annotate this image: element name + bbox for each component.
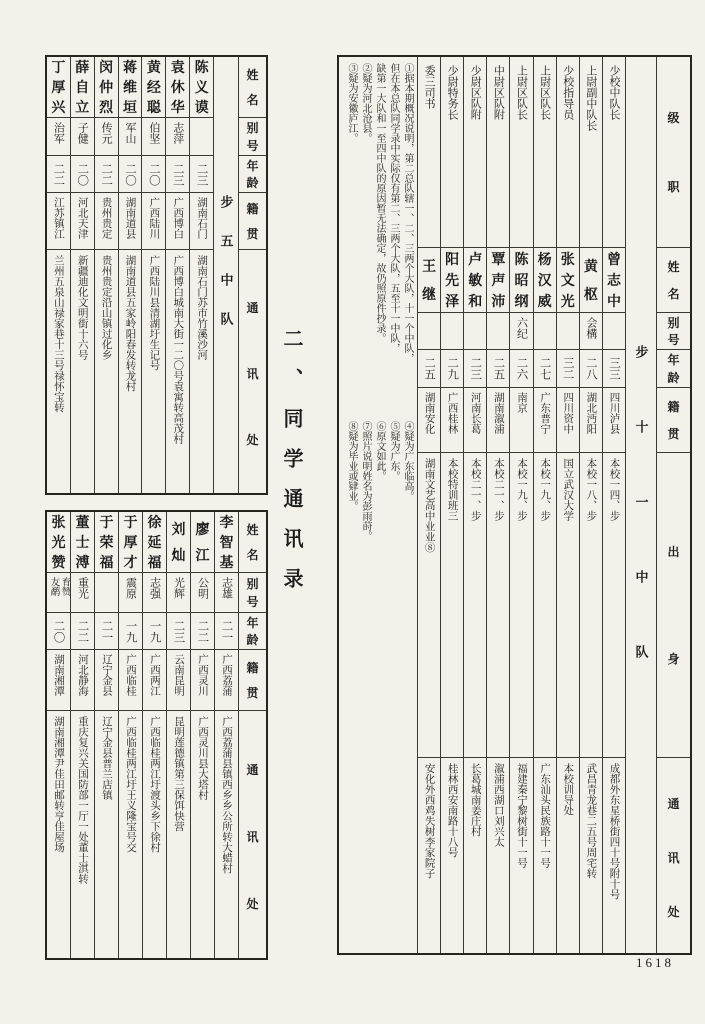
entry-column (417, 57, 440, 953)
origin-cell: 河北静海 (71, 649, 94, 710)
address-cell: 湖南道县五家岭阳春发转龙村 (119, 249, 142, 497)
entry-column (579, 57, 602, 953)
address-cell: 溆浦西湖口刘兴太 (487, 757, 509, 957)
header-cell: 通 讯 处 (239, 710, 266, 962)
background-cell: 国立武汉大学 (557, 452, 579, 757)
address-cell: 湖南石门苏市竹溪沙河 (190, 249, 213, 497)
alias-cell: 伯坚 (142, 117, 165, 155)
age-cell: 三三 (603, 349, 625, 387)
origin-cell: 广西临桂 (119, 649, 142, 710)
header-cell: 别 号 (239, 572, 266, 612)
rank-cell: 少校中队长 (607, 65, 620, 120)
entry-column (533, 57, 556, 953)
name-cell: 徐 延 福 (147, 516, 162, 571)
name-cell: 阳 先 泽 (441, 247, 463, 312)
notes-bottom-block (341, 421, 414, 621)
age-cell: 二三 (167, 612, 190, 649)
name-cell: 陈 昭 纲 (510, 247, 532, 312)
address-cell: 安化外西鸡失树李家院子 (418, 757, 440, 957)
origin-cell: 湖南安化 (418, 387, 440, 452)
notes-top-block (341, 63, 414, 415)
squad5-continued-table (45, 510, 268, 960)
header-cell: 籍 贯 (239, 649, 266, 710)
name-cell: 袁 休 华 (170, 61, 185, 116)
address-cell: 桂林西安南路十八号 (441, 757, 463, 957)
entry-column (141, 57, 165, 493)
unit-column (213, 57, 238, 493)
age-cell: 二二 (95, 155, 118, 192)
origin-cell: 广西两江 (143, 649, 166, 710)
header-column (656, 57, 690, 953)
alias-cell (418, 312, 440, 349)
address-cell: 广西陆川县清湖圩生记号 (142, 249, 165, 497)
squad5-table (45, 55, 268, 495)
alias-cell: 会構 (580, 312, 602, 349)
entry-column (142, 512, 166, 958)
origin-cell: 湖南湘潭 (47, 649, 70, 710)
age-cell: 二七 (534, 349, 556, 387)
name-cell: 董 士 溥 (75, 516, 90, 571)
entry-column (70, 57, 94, 493)
age-cell: 二二 (71, 612, 94, 649)
age-cell: 二〇 (47, 612, 70, 649)
note-line: ⑦照片说明姓名为彭雨莳。 (360, 421, 372, 541)
address-cell: 福建秦宁黎树街十一号 (510, 757, 532, 957)
address-cell: 广西博白城南大街一二〇号袁寓转高茂村 (166, 249, 189, 497)
rank-cell: 少尉特务长 (446, 65, 459, 120)
alias-cell (464, 312, 486, 349)
name-cell: 张 光 赞 (51, 516, 66, 571)
name-cell: 廖 江 (195, 522, 210, 565)
age-cell: 二八 (580, 349, 602, 387)
note-line: 缺第一大队和一至四中队的原因暂无法确定，故仍照原件抄录。 (374, 63, 386, 343)
age-cell: 二六 (510, 349, 532, 387)
note-line: ④疑为广东临高。 (402, 421, 414, 501)
age-cell: 二〇 (142, 155, 165, 192)
origin-cell: 湖南道县 (119, 192, 142, 249)
address-cell: 本校训导处 (557, 757, 579, 957)
notes-cell (339, 57, 417, 953)
header-column (238, 512, 266, 958)
alias-cell: 六纪 (510, 312, 532, 349)
name-cell: 薛 自 立 (75, 61, 90, 116)
rank-cell: 少尉区队附 (469, 65, 482, 120)
alias-cell: 志雄 (215, 572, 238, 612)
alias-cell: 震原 (119, 572, 142, 612)
alias-cell: 子健 (71, 117, 94, 155)
address-cell: 广西灵川县大塔村 (191, 710, 214, 962)
name-cell: 张 文 光 (557, 247, 579, 312)
header-cell: 籍 贯 (657, 387, 690, 452)
name-cell: 闵 仲 烈 (99, 61, 114, 116)
origin-cell: 贵州贵定 (95, 192, 118, 249)
alias-cell (441, 312, 463, 349)
origin-cell: 广西陆川 (142, 192, 165, 249)
address-cell: 广东汕头民族路十一号 (534, 757, 556, 957)
address-cell: 重庆复兴关国防部一厅一处董士淇转 (71, 710, 94, 962)
name-cell: 卢 敏 和 (464, 247, 486, 312)
entry-column (94, 57, 118, 493)
background-cell: 本校一九、步 (510, 452, 532, 757)
header-cell: 别 号 (657, 312, 690, 349)
address-cell: 广西临桂两江圩渡头乡下徐村 (143, 710, 166, 962)
squad11-table (337, 55, 692, 955)
note-line: ⑤疑为广东。 (388, 421, 400, 481)
background-cell: 本校一八、步 (580, 452, 602, 757)
note-line: ③疑为安徽庐江。 (346, 63, 358, 143)
origin-cell: 河南长葛 (464, 387, 486, 452)
name-cell: 黄 枢 (580, 247, 602, 312)
age-cell: 二五 (487, 349, 509, 387)
header-cell: 通 讯 处 (239, 249, 266, 497)
age-cell: 二三 (190, 155, 213, 192)
entry-column (47, 512, 70, 958)
entry-column (165, 57, 189, 493)
header-cell: 级 职 (667, 111, 680, 194)
note-line: ⑥原文如此。 (374, 421, 386, 481)
entry-column (118, 57, 142, 493)
address-cell: 成都外东星桥街四十号附十号 (603, 757, 625, 957)
name-cell: 于 厚 才 (123, 516, 138, 571)
note-line: ①据本期概况说明，第二总队辖一、二、三两个大队，十一个中队， (402, 63, 414, 363)
alias-cell (190, 117, 213, 155)
alias-cell: 治军 (47, 117, 70, 155)
entry-column (47, 57, 70, 493)
note-line: ②疑为河北沧县。 (360, 63, 372, 143)
origin-cell: 辽宁金县 (95, 649, 118, 710)
unit-column (625, 57, 656, 953)
entry-column (94, 512, 118, 958)
header-cell: 姓 名 (246, 67, 259, 108)
age-cell: 一九 (143, 612, 166, 649)
entry-column (189, 57, 213, 493)
age-cell: 二一 (215, 612, 238, 649)
alias-cell (487, 312, 509, 349)
background-cell: 本校二一、步 (464, 452, 486, 757)
name-cell: 刘 灿 (171, 522, 186, 565)
header-cell: 出 身 (657, 452, 690, 757)
origin-cell: 广东普宁 (534, 387, 556, 452)
address-cell: 湖南湘潭尹佳田邮转亨佳屋场 (47, 710, 70, 962)
alias-cell (603, 312, 625, 349)
header-cell: 年 龄 (657, 349, 690, 387)
alias-cell (95, 572, 118, 612)
age-cell: 二二 (47, 155, 70, 192)
unit-label: 步十一中队 (633, 345, 649, 720)
alias-cell: 重光 (71, 572, 94, 612)
header-cell: 姓 名 (657, 247, 690, 312)
background-cell: 本校二一、步 (487, 452, 509, 757)
alias-cell (557, 312, 579, 349)
age-cell: 二一 (95, 612, 118, 649)
name-cell: 陈 义 谟 (194, 61, 209, 116)
rank-cell: 少校指导员 (561, 65, 574, 120)
origin-cell: 南京 (510, 387, 532, 452)
origin-cell: 河北天津 (71, 192, 94, 249)
unit-label: 步五中队 (218, 195, 234, 351)
address-cell: 贵州贵定沿山镇过化乡 (95, 249, 118, 497)
age-cell: 三二 (557, 349, 579, 387)
alias-cell: 光辉 (167, 572, 190, 612)
alias-cell: 公明 (191, 572, 214, 612)
entry-column (509, 57, 532, 953)
header-cell: 姓 名 (246, 522, 259, 563)
name-cell: 于 荣 福 (99, 516, 114, 571)
entry-column (190, 512, 214, 958)
origin-cell: 广西桂林 (441, 387, 463, 452)
name-cell: 覃 声 沛 (487, 247, 509, 312)
address-cell: 兰州五泉山禄家巷十三号禄怀宝转 (47, 249, 70, 497)
age-cell: 二三 (464, 349, 486, 387)
alias-cell: 志强 (143, 572, 166, 612)
origin-cell: 广西荔蒲 (215, 649, 238, 710)
unit-cell (214, 57, 238, 493)
age-cell: 二〇 (119, 155, 142, 192)
entry-column (440, 57, 463, 953)
alias-cell (534, 312, 556, 349)
origin-cell: 湖南溆浦 (487, 387, 509, 452)
alias-cell: 传元 (95, 117, 118, 155)
rank-cell: 上尉区队长 (538, 65, 551, 120)
name-cell: 王 继 (418, 247, 440, 312)
entry-column (463, 57, 486, 953)
entry-column (70, 512, 94, 958)
background-cell: 湖南文艺高中业业⑧ (418, 452, 440, 757)
alias-cell: 志萍 (166, 117, 189, 155)
entry-column (486, 57, 509, 953)
entry-column (118, 512, 142, 958)
origin-cell: 江苏镇江 (47, 192, 70, 249)
header-cell: 年 龄 (239, 612, 266, 649)
header-cell: 通 讯 处 (657, 757, 690, 957)
origin-cell: 广西灵川 (191, 649, 214, 710)
note-line: ⑧疑为毕业或肄业。 (346, 421, 358, 511)
note-line: 但在本总队同学录中实际仅有第二、三两个大队，五至十一中队， (388, 63, 400, 353)
page-number: 1618 (636, 955, 674, 970)
alias-cell: 育赞 友鹬 (47, 572, 70, 612)
background-cell: 本校一九、步 (534, 452, 556, 757)
notes-column (339, 57, 417, 953)
address-cell: 武昌青龙巷二五号周宅转 (580, 757, 602, 957)
name-cell: 黄 经 聪 (146, 61, 161, 116)
alias-cell: 军山 (119, 117, 142, 155)
section-title: 二、同学通讯录 (280, 328, 302, 608)
header-cell: 籍 贯 (239, 192, 266, 249)
age-cell: 二五 (418, 349, 440, 387)
address-cell: 新疆迪化文明街十六号 (71, 249, 94, 497)
rank-cell: 委三司书 (423, 65, 436, 109)
address-cell: 辽宁金县普兰店镇 (95, 710, 118, 962)
background-cell: 本校一四、步 (603, 452, 625, 757)
origin-cell: 四川资中 (557, 387, 579, 452)
entry-column (602, 57, 625, 953)
origin-cell: 四川泸县 (603, 387, 625, 452)
header-column (238, 57, 266, 493)
origin-cell: 广西博白 (166, 192, 189, 249)
address-cell: 广西临桂两江圩王义隆宝号交 (119, 710, 142, 962)
origin-cell: 湖北沔阳 (580, 387, 602, 452)
name-cell: 曾 志 中 (603, 247, 625, 312)
name-cell: 李 智 基 (219, 516, 234, 571)
rank-cell: 中尉区队附 (492, 65, 505, 120)
rank-cell: 上尉区队长 (515, 65, 528, 120)
age-cell: 二三 (166, 155, 189, 192)
address-cell: 广西荔蒲县镇西乡乡公所转大蜡村 (215, 710, 238, 962)
background-cell: 本校特训班三 (441, 452, 463, 757)
name-cell: 杨 汉 威 (534, 247, 556, 312)
entry-column (556, 57, 579, 953)
rank-cell: 上尉副中队长 (584, 65, 597, 131)
age-cell: 一九 (119, 612, 142, 649)
header-cell: 年 龄 (239, 155, 266, 192)
entry-column (214, 512, 238, 958)
address-cell: 昆明莲德镇第三保饵快营 (167, 710, 190, 962)
origin-cell: 云南昆明 (167, 649, 190, 710)
unit-cell (626, 57, 656, 953)
name-cell: 蒋 维 垣 (122, 61, 137, 116)
age-cell: 二九 (441, 349, 463, 387)
origin-cell: 湖南石门 (190, 192, 213, 249)
header-cell: 别 号 (239, 117, 266, 155)
address-cell: 长葛城南姜庄村 (464, 757, 486, 957)
entry-column (166, 512, 190, 958)
name-cell: 丁 厚 兴 (51, 61, 66, 116)
age-cell: 二〇 (71, 155, 94, 192)
age-cell: 二二 (191, 612, 214, 649)
